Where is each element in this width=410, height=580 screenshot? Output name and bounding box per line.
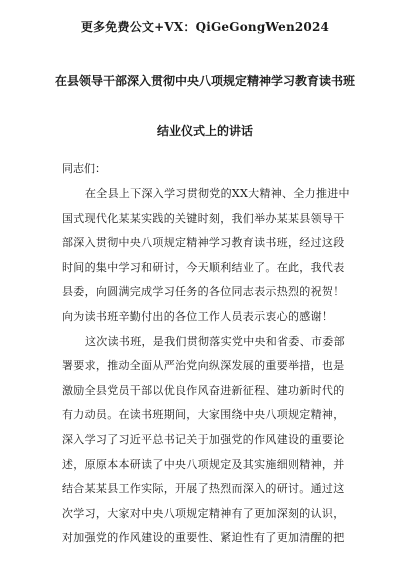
salutation: 同志们：	[62, 162, 106, 175]
body-line: 次学习，大家对中央八项规定精神有了更加深刻的认识，	[62, 506, 345, 520]
body-line: 国式现代化某某实践的关键时刻，我们举办某某县领导干	[62, 211, 345, 225]
body-line: 激励全县党员干部以优良作风奋进新征程、建功新时代的	[62, 383, 345, 397]
body-line: 向为读书班辛勤付出的各位工作人员表示衷心的感谢！	[62, 310, 334, 323]
body-line: 部深入贯彻中央八项规定精神学习教育读书班，经过这段	[62, 236, 345, 250]
watermark-text: 更多免费公文+VX：QiGeGongWen2024	[80, 20, 330, 34]
body-line: 署要求，推动全面从严治党向纵深发展的重要举措，也是	[62, 359, 345, 373]
body-line: 时间的集中学习和研讨，今天顺利结业了。在此，我代表	[62, 260, 345, 274]
document-subtitle: 结业仪式上的讲话	[156, 124, 253, 138]
body-line: 结合某某县工作实际，开展了热烈而深入的研讨。通过这	[62, 482, 345, 496]
body-line: 深入学习了习近平总书记关于加强党的作风建设的重要论	[62, 433, 345, 446]
body-line: 有力动员。在读书班期间，大家围绕中央八项规定精神，	[62, 408, 345, 422]
document-title: 在县领导干部深入贯彻中央八项规定精神学习教育读书班	[54, 74, 355, 88]
body-line: 在全县上下深入学习贯彻党的XX大精神、全力推进中	[85, 187, 350, 200]
body-line: 这次读书班，是我们贯彻落实党中央和省委、市委部	[85, 334, 345, 348]
body-line: 述，原原本本研读了中央八项规定及其实施细则精神，并	[62, 457, 345, 471]
body-line: 对加强党的作风建设的重要性、紧迫性有了更加清醒的把	[62, 531, 345, 545]
body-line: 县委，向圆满完成学习任务的各位同志表示热烈的祝贺！	[62, 285, 345, 299]
